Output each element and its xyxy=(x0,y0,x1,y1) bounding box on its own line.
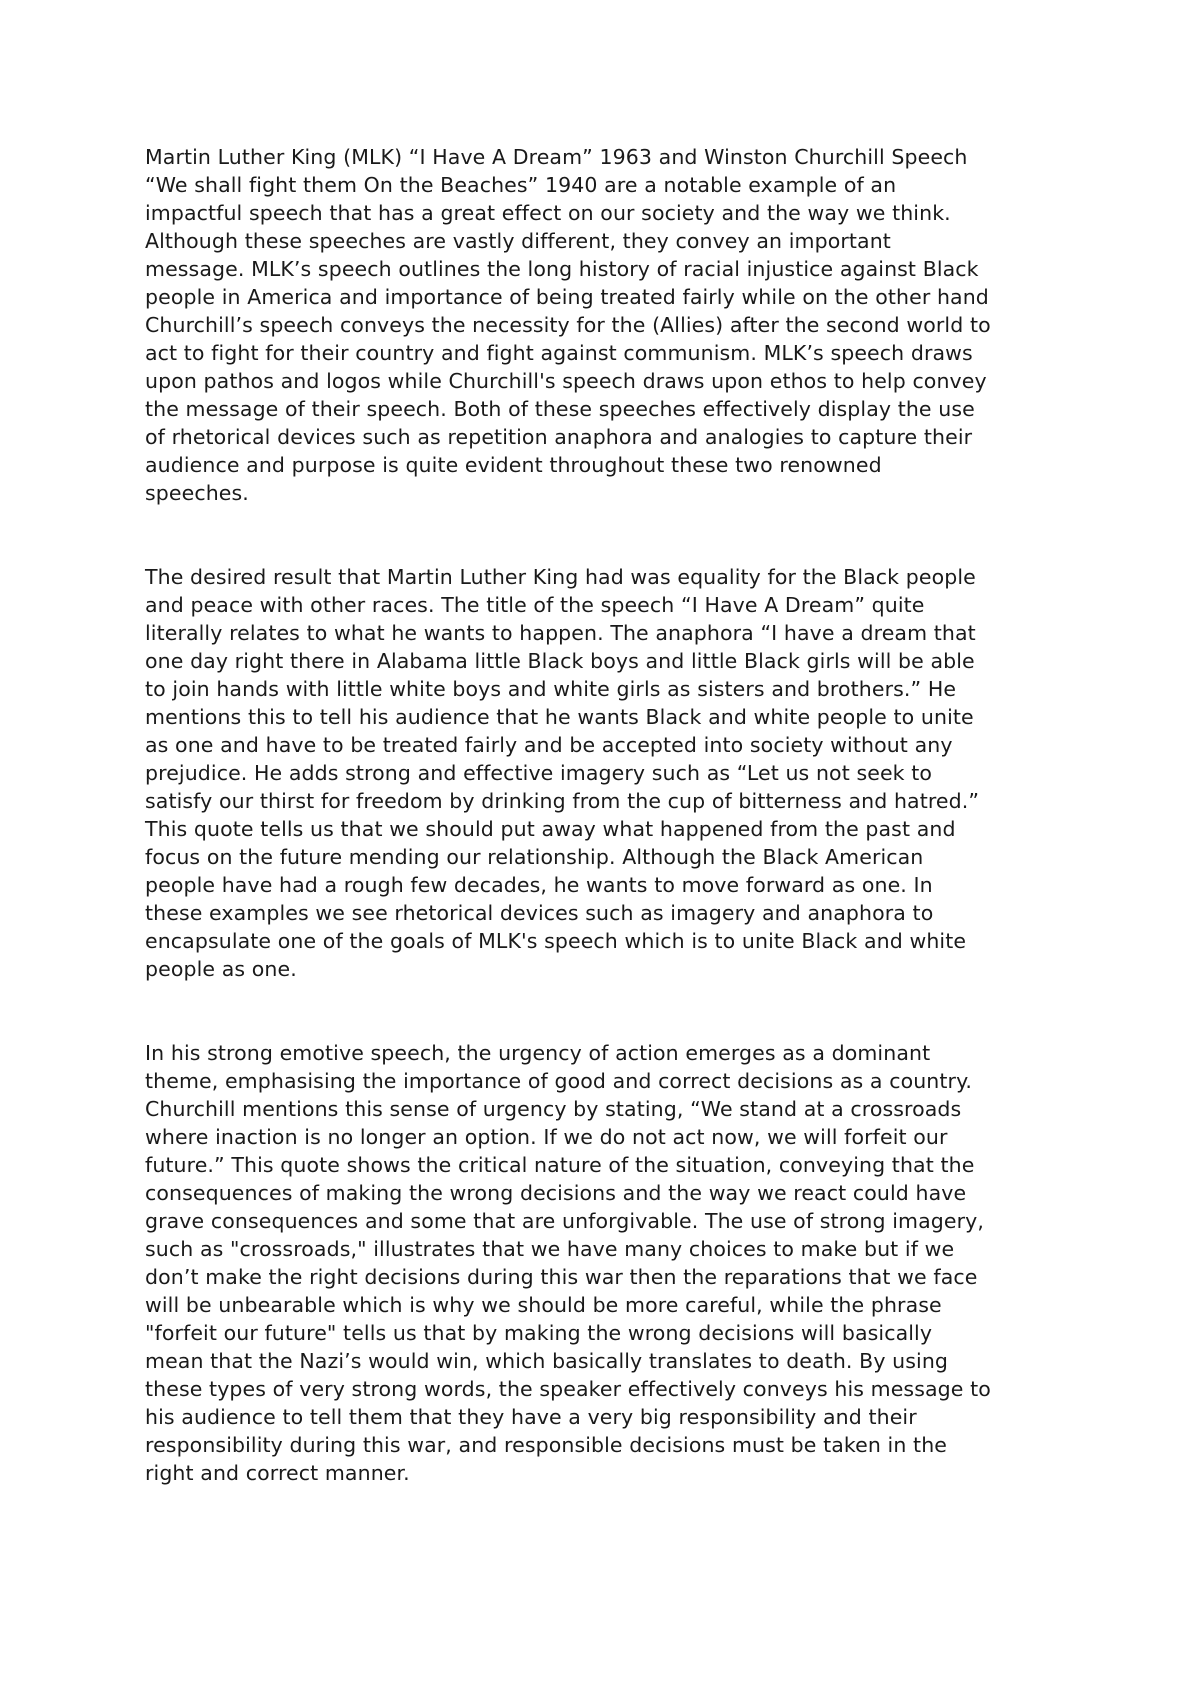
document-body xyxy=(145,143,1065,1487)
paragraph-churchill-analysis: In his strong emotive speech, the urgency of action emerges as a dominant theme, emphasising the importance of good and correct decisions as a country. Churchill mentions this sense of urgency by stating, “We stand at a crossroads where inaction is no longer an option. If we do not act now, we will forfeit our future.” This quote shows the critical nature of the situation, conveying that the consequences of making the wrong decisions and the way we react could have grave consequences and some that are unforgivable. The use of strong imagery, such as "crossroads," illustrates that we have many choices to make but if we don’t make the right decisions during this war then the reparations that we face will be unbearable which is why we should be more careful, while the phrase "forfeit our future" tells us that by making the wrong decisions will basically mean that the Nazi’s would win, which basically translates to death. By using these types of very strong words, the speaker effectively conveys his message to his audience to tell them that they have a very big responsibility and their responsibility during this war, and responsible decisions must be taken in the right and correct manner. xyxy=(145,1041,991,1485)
paragraph-introduction: Martin Luther King (MLK) “I Have A Dream” 1963 and Winston Churchill Speech “We shall fight them On the Beaches” 1940 are a notable example of an impactful speech that has a great effect on our society and the way we think. Although these speeches are vastly different, they convey an important message. MLK’s speech outlines the long history of racial injustice against Black people in America and importance of being treated fairly while on the other hand Churchill’s speech conveys the necessity for the (Allies) after the second world to act to fight for their country and fight against communism. MLK’s speech draws upon pathos and logos while Churchill's speech draws upon ethos to help convey the message of their speech. Both of these speeches effectively display the use of rhetorical devices such as repetition anaphora and analogies to capture their audience and purpose is quite evident throughout these two renowned speeches. xyxy=(145,145,991,505)
paragraph-mlk-analysis: The desired result that Martin Luther King had was equality for the Black people and peace with other races. The title of the speech “I Have A Dream” quite literally relates to what he wants to happen. The anaphora “I have a dream that one day right there in Alabama little Black boys and little Black girls will be able to join hands with little white boys and white girls as sisters and brothers.” He mentions this to tell his audience that he wants Black and white people to unite as one and have to be treated fairly and be accepted into society without any prejudice. He adds strong and effective imagery such as “Let us not seek to satisfy our thirst for freedom by drinking from the cup of bitterness and hatred.” This quote tells us that we should put away what happened from the past and focus on the future mending our relationship. Although the Black American people have had a rough few decades, he wants to move forward as one. In these examples we see rhetorical devices such as imagery and anaphora to encapsulate one of the goals of MLK's speech which is to unite Black and white people as one. xyxy=(145,565,980,981)
